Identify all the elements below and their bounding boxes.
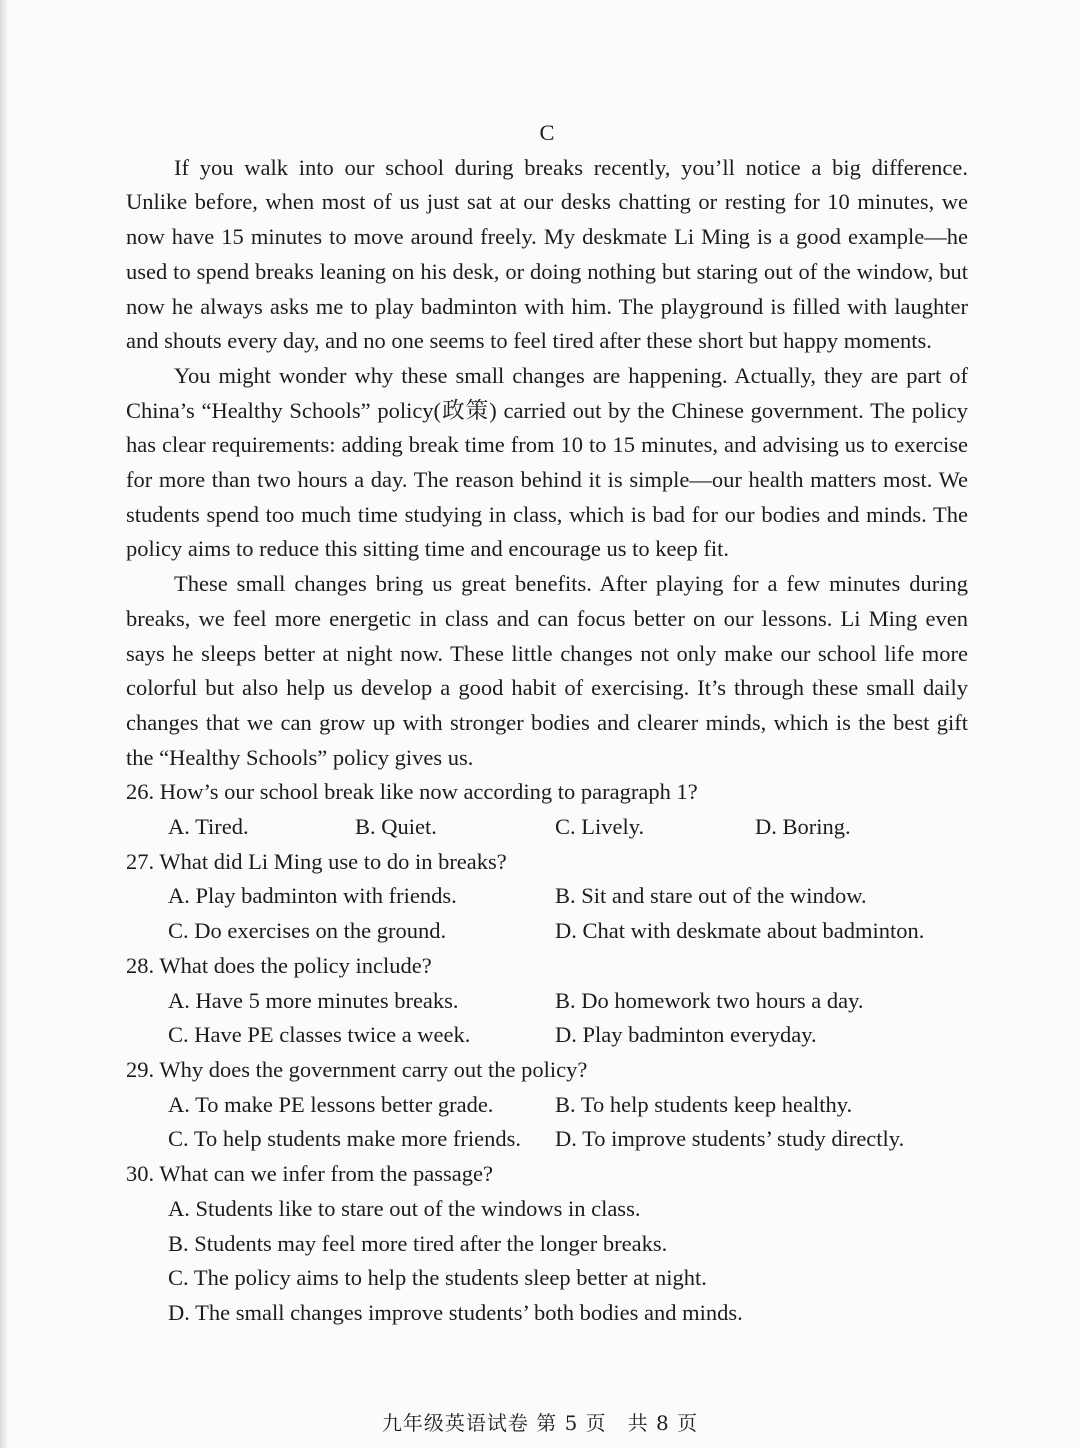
page-edge-shadow [0, 0, 8, 1448]
question-29-options-row1 [126, 1088, 968, 1123]
paragraph-2: You might wonder why these small changes are happening. Actually, they are part of China’s “Healthy Schools” policy(政策) carried out by the Chinese government. The policy has clear requirements: adding break time from 10 to 15 minutes, and advising us to exercise for more than two hours a day. The reason behind it is simple—our health matters most. We students spend too much time studying in class, which is bad for our bodies and minds. The policy aims to reduce this sitting time and encourage us to keep fit. [126, 362, 968, 562]
question-29-stem: 29. Why does the government carry out the policy? [126, 1056, 588, 1082]
question-27-options-row1 [126, 879, 968, 914]
q26-option-b: B. Quiet. [355, 814, 437, 840]
question-30-stem: 30. What can we infer from the passage? [126, 1161, 493, 1187]
question-28-options-row1 [126, 984, 968, 1019]
q26-option-d: D. Boring. [755, 814, 851, 840]
question-26-options [126, 810, 968, 845]
q29-option-a: A. To make PE lessons better grade. [168, 1091, 494, 1117]
q30-option-d: D. The small changes improve students’ both bodies and minds. [168, 1299, 743, 1325]
question-27-options-row2 [126, 914, 968, 949]
q28-option-b: B. Do homework two hours a day. [555, 987, 864, 1013]
question-26-stem: 26. How’s our school break like now according to paragraph 1? [126, 779, 698, 805]
page-footer: 九年级英语试卷 第 5 页 共 8 页 [381, 1411, 699, 1435]
q29-option-b: B. To help students keep healthy. [555, 1091, 853, 1117]
q27-option-b: B. Sit and stare out of the window. [555, 883, 867, 909]
question-29-options-row2 [126, 1122, 968, 1157]
q29-option-d: D. To improve students’ study directly. [555, 1126, 905, 1152]
paragraph-1: If you walk into our school during breaks recently, you’ll notice a big difference. Unlike before, when most of us just sat at our desks chatting or resting for 10 minutes, we now have 15 minutes to move around freely. My deskmate Li Ming is a good example—he used to spend breaks leaning on his desk, or doing nothing but staring out of the window, but now he always asks me to play badminton with him. The playground is filled with laughter and shouts every day, and no one seems to feel tired after these short but happy moments. [126, 154, 968, 354]
reading-passage-c [126, 116, 968, 1331]
q28-option-a: A. Have 5 more minutes breaks. [168, 987, 459, 1013]
question-28-stem: 28. What does the policy include? [126, 952, 432, 978]
question-27-stem: 27. What did Li Ming use to do in breaks? [126, 848, 507, 874]
q26-option-c: C. Lively. [555, 814, 645, 840]
section-heading: C [539, 120, 555, 145]
paragraph-3: These small changes bring us great benefits. After playing for a few minutes during breaks, we feel more energetic in class and can focus better on our lessons. Li Ming even says he sleeps better at night now. These little changes not only make our school life more colorful but also help us develop a good habit of exercising. It’s through these small daily changes that we can grow up with stronger bodies and clearer minds, which is the best gift the “Healthy Schools” policy gives us. [126, 571, 968, 770]
q30-option-c: C. The policy aims to help the students sleep better at night. [168, 1265, 707, 1291]
q28-option-c: C. Have PE classes twice a week. [168, 1022, 471, 1048]
q27-option-a: A. Play badminton with friends. [168, 883, 457, 909]
q30-option-a: A. Students like to stare out of the windows in class. [168, 1195, 641, 1221]
q27-option-c: C. Do exercises on the ground. [168, 918, 447, 944]
q29-option-c: C. To help students make more friends. [168, 1126, 521, 1152]
q30-option-b: B. Students may feel more tired after the longer breaks. [168, 1230, 668, 1256]
q27-option-d: D. Chat with deskmate about badminton. [555, 918, 925, 944]
q26-option-a: A. Tired. [168, 814, 249, 840]
question-28-options-row2 [126, 1018, 968, 1053]
q28-option-d: D. Play badminton everyday. [555, 1022, 817, 1048]
